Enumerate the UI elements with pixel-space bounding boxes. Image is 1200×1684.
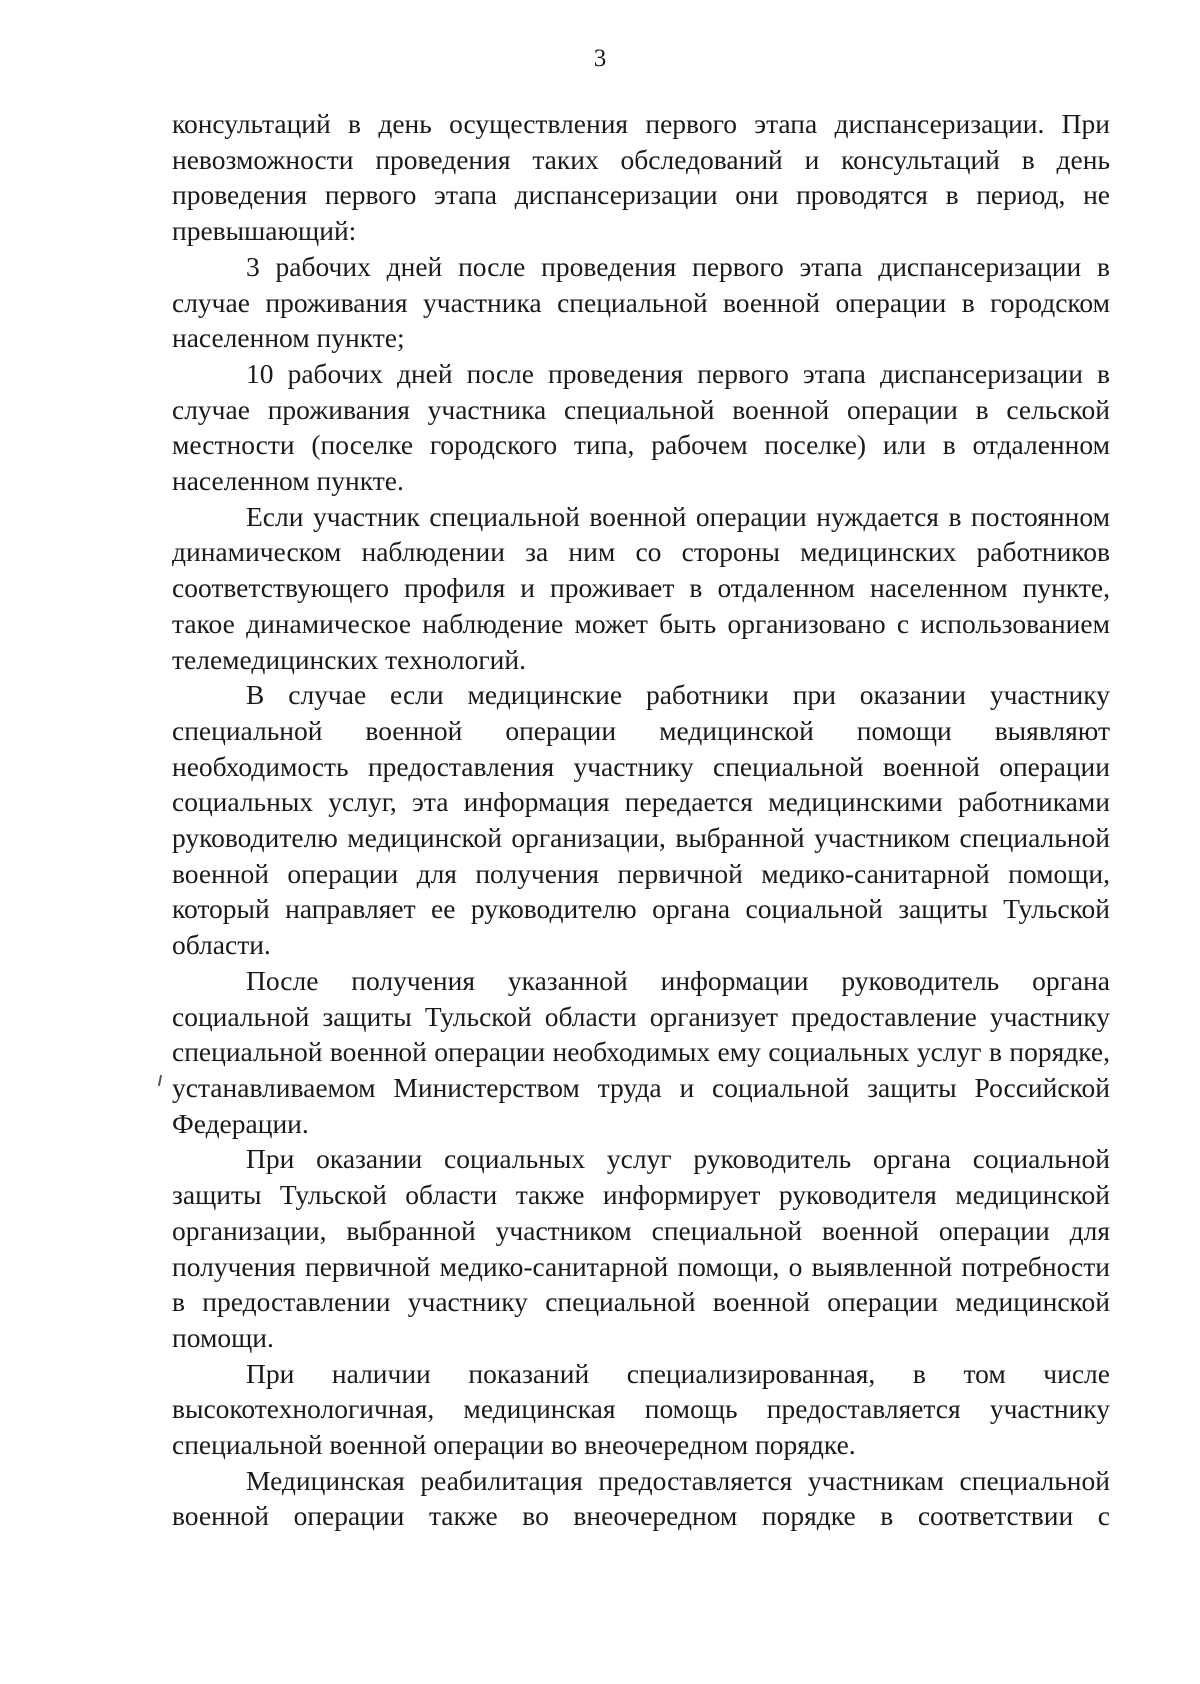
paragraph-continuation: консультаций в день осуществления первого этапа диспансеризации. При невозможности проведения таких обследований и консультаций в день проведения первого этапа диспансеризации они проводятся в период, не превышающий: bbox=[172, 108, 1110, 247]
document-body bbox=[172, 106, 1110, 1534]
paragraph-social-services-need: В случае если медицинские работники при оказании участнику специальной военной операции медицинской помощи выявляют необходимость предоставления участнику специальной военной операции социальных услуг, эта информация передается медицинскими работниками руководителю медицинской организации, выбранной участником специальной военной операции для получения первичной медико-санитарной помощи, который направляет ее руководителю органа социальной защиты Тульской области. bbox=[172, 679, 1110, 961]
paragraph-rural-deadline: 10 рабочих дней после проведения первого этапа диспансеризации в случае проживания участника специальной военной операции в сельской местности (поселке городского типа, рабочем поселке) или в отдаленном населенном пункте. bbox=[172, 357, 1110, 497]
paragraph-urban-deadline: 3 рабочих дней после проведения первого этапа диспансеризации в случае проживания участника специальной военной операции в городском населенном пункте; bbox=[172, 250, 1110, 354]
paragraph-social-services-provision: После получения указанной информации руководитель органа социальной защиты Тульской области организует предоставление участнику специальной военной операции необходимых ему социальных услуг в порядке, устанавливаемом Министерством труда и социальной защиты Российской Федерации. bbox=[172, 964, 1110, 1139]
paragraph-medical-notification: При оказании социальных услуг руководитель органа социальной защиты Тульской области также информирует руководителя медицинской организации, выбранной участником специальной военной операции для получения первичной медико-санитарной помощи, о выявленной потребности в предоставлении участнику специальной военной операции медицинской помощи. bbox=[172, 1143, 1110, 1353]
page-number: 3 bbox=[593, 45, 607, 72]
scan-artifact-mark bbox=[158, 1075, 162, 1086]
paragraph-specialized-care: При наличии показаний специализированная, в том числе высокотехнологичная, медицинская помощь предоставляется участнику специальной военной операции во внеочередном порядке. bbox=[172, 1357, 1110, 1461]
paragraph-rehabilitation: Медицинская реабилитация предоставляется участникам специальной военной операции также во внеочередном порядке в соответствии с bbox=[172, 1464, 1110, 1532]
paragraph-telemedicine: Если участник специальной военной операции нуждается в постоянном динамическом наблюдении за ним со стороны медицинских работников соответствующего профиля и проживает в отдаленном населенном пункте, такое динамическое наблюдение может быть организовано с использованием телемедицинских технологий. bbox=[172, 500, 1110, 675]
